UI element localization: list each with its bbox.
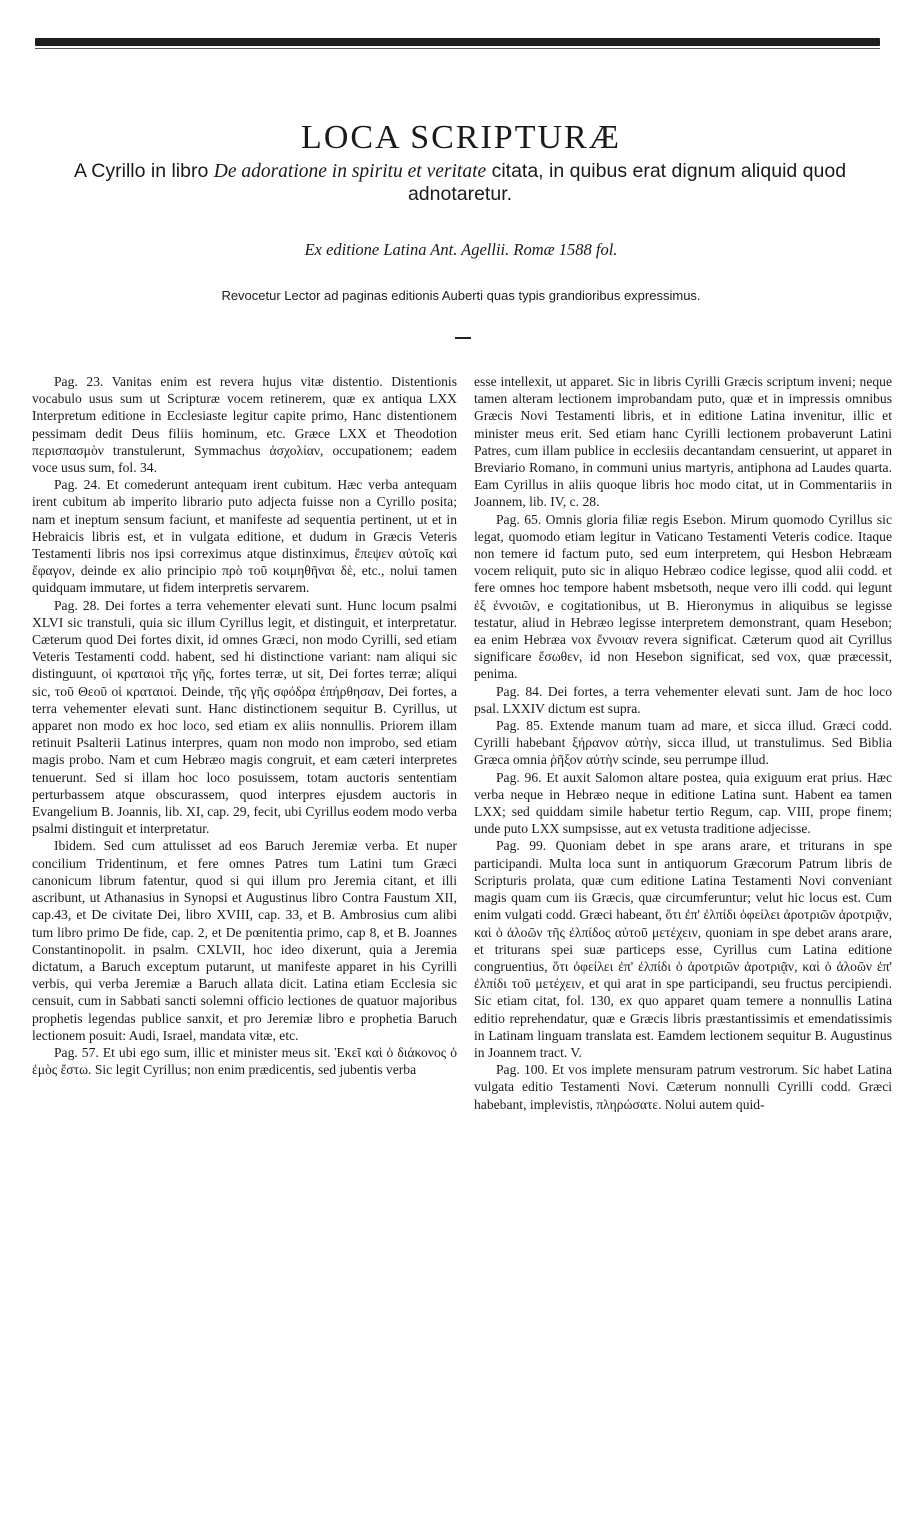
- entry-paragraph: Pag. 99. Quoniam debet in spe arans arare, et triturans in spe participandi. Multa loca sunt in antiquorum Græcorum Patrum libris de Scripturis prolata, quæ cum editione Latina Testamenti Novi conveniant magis quam cum iis Græcis, quæ circumferuntur; velut hic locus est. Cum enim vulgati codd. Græci habeant, ὅτι ἐπ' ἐλπίδι ὀφείλει ἀροτριῶν ἀροτριᾷν, καὶ ὁ ἀλοῶν τῆς ἐλπίδος αὐτοῦ μετέχειν, quoniam in spe debet arans arare, et triturans spei suæ particeps esse, Cyrillus cum Latina editione congruentius, ὅτι ὀφείλει ἐπ' ἐλπίδι ὁ ἀροτριῶν ἀροτριᾷν, καὶ ὁ ἀλοῶν ἐπ' ἐλπίδι τοῦ μετέχειν, et qui arat in spe participandi, seu fructus percipiendi. Sic etiam citat, fol. 130, ex quo apparet quam temere a nonnullis Latina editio reprehendatur, quæ e Græcis libris præstantissimis et emendatissimis in Latinam linguam translata est. Eamdem lectionem sequitur B. Augustinus in Joannem tract. V.: [474, 838, 892, 1060]
- entry-paragraph: Pag. 100. Et vos implete mensuram patrum vestrorum. Sic habet Latina vulgata editio Testamenti Novi. Cæterum nonnulli Cyrilli codd. Græci habebant, implevistis, πληρώσατε. Nolui autem quid-: [474, 1062, 892, 1112]
- subtitle-work-title: De adoratione in spiritu et veritate: [213, 161, 487, 182]
- entry-paragraph: Pag. 24. Et comederunt antequam irent cubitum. Hæc verba antequam irent cubitum ab imperito librario puto adjecta fuisse non a Cyrillo posita; nam et ineptum sensum faciunt, et manifeste ad sequentia pertinent, ut et in Hebraicis libris est, et in vulgata editione, et dudum in Græcis Veteris Testamenti libris nos ipsi correximus atque distinximus, ἔπεψεν αὐτοῖς καὶ ἔφαγον, deinde ex alio principio πρὸ τοῦ κοιμηθῆναι δὲ, etc., nolui tamen quidquam immutare, ut fidem interpretis servarem.: [32, 477, 457, 596]
- entry-paragraph: Pag. 65. Omnis gloria filiæ regis Esebon. Mirum quomodo Cyrillus sic legat, quomodo etiam legitur in Vaticano Testamenti Veteris codice. Itaque non temere id factum puto, sed eum interpretem, qui Hesbon Hebræam vocem reliquit, puto sic in aliquo Hebræo codice legisse, quod alii codd. et fere omnes hoc tempore habent msbetsoth, neque vero illi codd. qui legunt ἐξ ἐννοιῶν, e cogitationibus, ut B. Hieronymus in aliquibus se legisse testatur, aliud in Hebræo legisse interpretem demonstrant, quam Hesebon; ea enim Hebræa vox ἔννοιαν revera significat. Cæterum quod ait Cyrillus significare ἔσωθεν, id non Hesebon significat, sed vox, quæ præcessit, penima.: [474, 511, 892, 682]
- left-column: [32, 373, 457, 1078]
- section-divider: [455, 337, 471, 339]
- entry-paragraph: Pag. 96. Et auxit Salomon altare postea, quia exiguum erat prius. Hæc verba neque in Hebræo neque in editione Latina sunt. Habent ea tamen LXX; sed quiddam simile habetur tertio Regum, cap. VIII, prope finem; unde puto LXX sumpsisse, aut ex vetusta traditione adjecisse.: [474, 769, 892, 837]
- entry-paragraph: Pag. 23. Vanitas enim est revera hujus vitæ distentio. Distentionis vocabulo usus sum ut Scripturæ vocem retinerem, quæ ex antiqua LXX Interpretum editione in Ecclesiaste legitur capite primo, Hanc distentionem pessimam dedit Deus filiis hominum, etc. Græce LXX et Theodotion περισπασμὸν transtulerunt, Symmachus ἀσχολίαν, occupationem; eadem voce usus sum, fol. 34.: [32, 374, 457, 476]
- top-border-rule: [35, 38, 880, 46]
- subtitle-part-a: A Cyrillo in libro: [73, 160, 214, 182]
- entry-paragraph: Pag. 85. Extende manum tuam ad mare, et sicca illud. Græci codd. Cyrilli habebant ξήρανον αὐτὴν, sicca illud, ut transtulimus. Sed Biblia Græca omnia ῥῆξον αὐτὴν scinde, seu perrumpe illud.: [474, 718, 892, 768]
- subtitle-part-b: citata, in quibus erat dignum aliquid quod adnotaretur.: [407, 160, 847, 205]
- entry-paragraph: Pag. 28. Dei fortes a terra vehementer elevati sunt. Hunc locum psalmi XLVI sic transtuli, quia sic illum Cyrillus legit, et distinguit, et interpretatur. Cæterum quod Dei fortes dixit, id omnes Græci, non modo Cyrilli, sed etiam Veteris Testamenti codd. habent, sed hi distinctione variant: nam aliqui sic distinguunt, οἱ κραταιοὶ τῆς γῆς, fortes terræ, ut sit, Dei fortes terræ; aliqui sic, τοῦ Θεοῦ οἱ κραταιοί. Deinde, τῆς γῆς σφόδρα ἐπήρθησαν, Dei fortes, a terra vehementer elevati sunt. Hanc distinctionem sequitur B. Cyrillus, ut apparet non modo ex hoc loco, sed etiam ex aliis nonnullis. Priorem illam retinuit Psalterii Latinus interpres, quam non modo non improbo, sed etiam magis probo. Nam et cum Hebræo magis congruit, et eam cæteri interpretes tenuerunt. Sed si illam hoc loco posuissem, totam auctoris sententiam perturbassem atque obscurassem, quod interpres ejusdem auctoris in Evangelium B. Joannis, lib. XI, cap. 29, fecit, ubi Cyrillus eodem modo verba psalmi distinguit et interpretatur.: [32, 597, 457, 837]
- right-column: [474, 373, 892, 1113]
- reader-note: Revocetur Lector ad paginas editionis Auberti quas typis grandioribus expressimus.: [221, 288, 701, 303]
- top-border-thin-rule: [35, 48, 880, 49]
- page-title: LOCA SCRIPTURÆ: [301, 118, 621, 156]
- entry-paragraph: Ibidem. Sed cum attulisset ad eos Baruch Jeremiæ verba. Et nuper concilium Tridentinum, et fere omnes Patres tum Latini tum Græci canonicum librum fatentur, quod si qui illum pro Jeremia citant, et illi ascribunt, ut Athanasius in Synopsi et Augustinus libro Contra Faustum XII, cap.43, et De civitate Dei, libro XVIII, cap. 33, et B. Ambrosius cum alibi tum libro primo De fide, cap. 2, et De pœnitentia primo, cap 8, et B. Joannes Constantinopolit. in psalm. CXLVII, hoc ideo dixerunt, quia a Jeremia dictatum, a Baruch exceptum putarunt, ut manifeste apparet in his Cyrilli verbis, qui verba Jeremiæ a Baruch allata dicit. Latina etiam Ecclesia sic censuit, cum in Sabbati sancti solemni officio lectiones de quatuor majoribus prophetis legendas publice sanxit, et pro Jeremiæ libro e prophetia Baruch lectionem posuit: Audi, Israel, mandata vitæ, etc.: [32, 838, 457, 1043]
- entry-paragraph: Pag. 57. Et ubi ego sum, illic et minister meus sit. Ἐκεῖ καὶ ὁ διάκονος ὁ ἐμὸς ἔστω. Sic legit Cyrillus; non enim prædicentis, sed jubentis verba: [32, 1044, 457, 1078]
- entry-paragraph-continued: esse intellexit, ut apparet. Sic in libris Cyrilli Græcis scriptum inveni; neque tamen alteram lectionem improbandam puto, quæ et in impressis omnibus Græcis Novi Testamenti libris, et in editione Latina invenitur, illic et minister meus erit. Sed etiam hanc Cyrilli lectionem probaverunt Latini Patres, cum illam publice in ecclesiis decantandam censuerint, ut apparet in Breviario Romano, in communi unius martyris, antiphona ad Laudes quarta. Eam Cyrillus in aliis quoque libris hoc modo citat, ut in Commentariis in Joannem, lib. IV, c. 28.: [474, 374, 892, 510]
- subtitle: [36, 160, 884, 206]
- entry-paragraph: Pag. 84. Dei fortes, a terra vehementer elevati sunt. Jam de hoc loco psal. LXXIV dictum est supra.: [474, 683, 892, 716]
- edition-line: Ex editione Latina Ant. Agellii. Romæ 1588 fol.: [304, 240, 618, 259]
